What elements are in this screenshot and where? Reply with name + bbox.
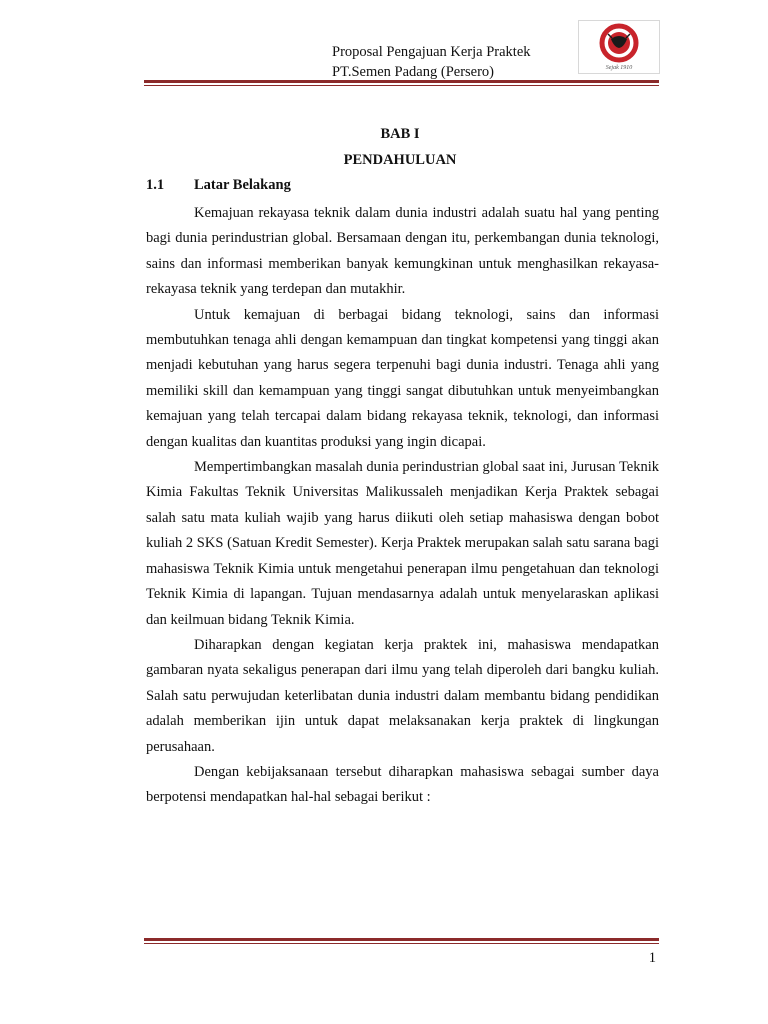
paragraph: Mempertimbangkan masalah dunia perindustrian global saat ini, Jurusan Teknik Kimia Fakultas Teknik Universitas Malikussaleh menjadikan Kerja Praktek sebagai salah satu mata kuliah wajib yang harus diikuti oleh setiap mahasiswa dengan bobot kuliah 2 SKS (Satuan Kredit Semester). Kerja Praktek merupakan salah satu sarana bagi mahasiswa Teknik Kimia untuk mengetahui penerapan ilmu pengetahuan dan teknologi Teknik Kimia di lapangan. Tujuan mendasarnya adalah untuk menyelaraskan aplikasi dan keilmuan bidang Teknik Kimia. <box>146 459 659 628</box>
section-heading <box>146 177 291 194</box>
header-document-title: Proposal Pengajuan Kerja Praktek <box>332 44 531 60</box>
chapter-number: BAB I <box>380 126 420 142</box>
footer-rule-thin <box>144 943 659 944</box>
header-rule <box>144 80 659 83</box>
footer-rule <box>144 938 659 941</box>
header-rule-thin <box>144 85 659 86</box>
semen-padang-logo-icon <box>579 21 659 73</box>
page-header <box>332 42 531 82</box>
paragraph: Kemajuan rekayasa teknik dalam dunia industri adalah suatu hal yang penting bagi dunia perindustrian global. Bersamaan dengan itu, perkembangan dunia teknologi, sains dan informasi memberikan banyak kemungkinan untuk menghasilkan rekayasa-rekayasa teknik yang terdepan dan mutakhir. <box>146 205 659 298</box>
header-company-name: PT.Semen Padang (Persero) <box>332 64 495 80</box>
paragraph: Diharapkan dengan kegiatan kerja praktek ini, mahasiswa mendapatkan gambaran nyata sekaligus penerapan dari ilmu yang telah diperoleh dari bangku kuliah. Salah satu perwujudan keterlibatan dunia industri dalam membantu bidang pendidikan adalah memberikan ijin untuk dapat melaksanakan kerja praktek di lingkungan perusahaan. <box>146 636 659 755</box>
paragraph: Untuk kemajuan di berbagai bidang teknologi, sains dan informasi membutuhkan tenaga ahli dengan kemampuan dan tingkat kompetensi yang tinggi akan menjadi kebutuhan yang harus segera terpenuhi bagi dunia industri. Tenaga ahli yang memiliki skill dan kemampuan yang tinggi sangat dibutuhkan untuk menyeimbangkan kemajuan yang telah tercapai dalam bidang rekayasa teknik, teknologi, dan informasi dengan kualitas dan kuantitas produksi yang ingin dicapai. <box>146 306 659 450</box>
chapter-title: PENDAHULUAN <box>343 152 457 168</box>
section-title: Latar Belakang <box>194 177 291 193</box>
section-number: 1.1 <box>146 177 165 193</box>
company-logo <box>578 20 660 74</box>
body-text <box>146 201 659 811</box>
page-number: 1 <box>648 950 656 966</box>
svg-text:Sejak 1910: Sejak 1910 <box>605 65 633 71</box>
paragraph: Dengan kebijaksanaan tersebut diharapkan mahasiswa sebagai sumber daya berpotensi mendapatkan hal-hal sebagai berikut : <box>146 763 659 806</box>
